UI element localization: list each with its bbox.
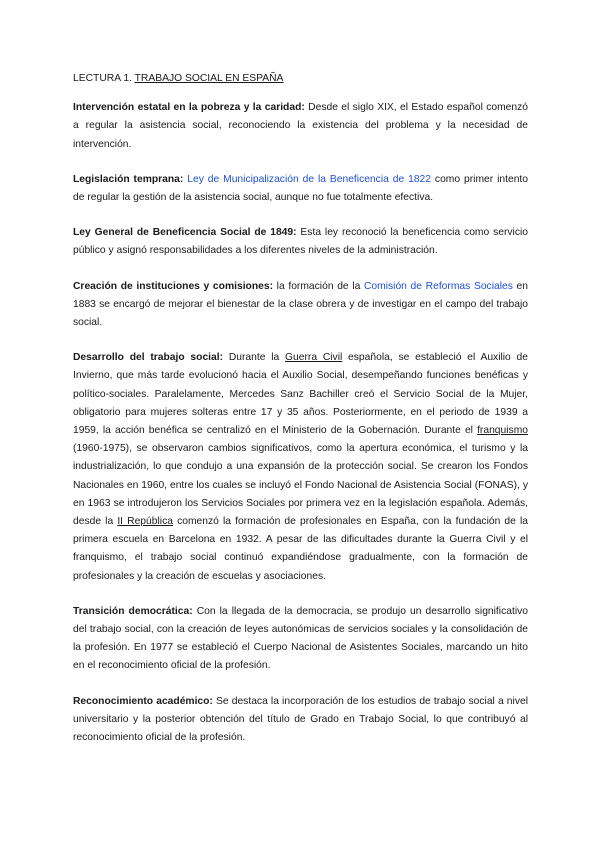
paragraph-transicion-democratica <box>73 603 528 676</box>
paragraph-heading: Desarrollo del trabajo social: <box>73 352 224 364</box>
paragraph-reconocimiento-academico <box>73 693 528 748</box>
paragraph-text: Desde el siglo XIX, el Estado español comenzó a regular la asistencia social, reconociendo la existencia del problema y la necesidad de intervención. <box>73 102 529 150</box>
document-title <box>73 70 528 88</box>
title-prefix: LECTURA 1. <box>73 73 135 84</box>
link-ley-municipalizacion[interactable]: Ley de Municipalización de la Beneficencia de 1822 <box>187 173 432 185</box>
paragraph-text: la formación de la <box>273 280 364 292</box>
paragraph-text: comenzó la formación de profesionales en España, con la fundación de la primera escuela en Barcelona en 1932. A pesar de las dificultades durante la Guerra Civil y el franquismo, el trabajo social continuó expandiéndose gradualmente, con la formación de profesionales y la creación de escuelas y asociaciones. <box>73 516 529 582</box>
link-ii-republica[interactable]: II República <box>117 516 173 528</box>
paragraph-heading: Legislación temprana: <box>73 173 184 185</box>
paragraph-text: Con la llegada de la democracia, se produjo un desarrollo significativo del trabajo social, con la creación de leyes autonómicas de servicios sociales y la consolidación de la profesión. En 1977 se estableció el Cuerpo Nacional de Asistentes Sociales, marcando un hito en el reconocimiento oficial de la profesión. <box>73 605 528 672</box>
paragraph-text: (1960-1975), se observaron cambios significativos, como la apertura económica, el turismo y la industrialización, lo que condujo a una expansión de la protección social. Se crearon los Fondos Nacionales en 1960, entre los cuales se incluyó el Fondo Nacional de Asistencia Social (FONAS), y en 1963 se introdujeron los Servicios Sociales por primera vez en la legislación española. Además, desde la <box>73 443 528 528</box>
link-comision-reformas-sociales[interactable]: Comisión de Reformas Sociales <box>363 280 513 292</box>
paragraph-text: española, se estableció el Auxilio de Invierno, que más tarde evolucionó hacia el Auxilio Social, desempeñando funciones benéficas y político-sociales. Paralelamente, Mercedes Sanz Bachiller creó el Servicio Social de la Mujer, obligatorio para mujeres solteras entre 17 y 35 años. Posteriormente, en el periodo de 1939 a 1959, la acción benéfica se centralizó en el Ministerio de la Gobernación. Durante el <box>73 352 529 437</box>
paragraph-text: como primer intento de regular la gestión de la asistencia social, aunque no fue totalmente efectiva. <box>73 173 529 204</box>
paragraph-text: en 1883 se encargó de mejorar el bienestar de la clase obrera y de investigar en el campo del trabajo social. <box>73 280 528 329</box>
link-guerra-civil[interactable]: Guerra Civil <box>285 352 343 364</box>
paragraph-ley-general-beneficencia <box>73 224 528 260</box>
paragraph-intervencion-estatal <box>73 99 528 154</box>
paragraph-heading: Reconocimiento académico: <box>73 695 213 707</box>
title-main: TRABAJO SOCIAL EN ESPAÑA <box>134 73 284 84</box>
document-page <box>73 70 528 764</box>
paragraph-text: Se destaca la incorporación de los estudios de trabajo social a nivel universitario y la posterior obtención del título de Grado en Trabajo Social, lo que contribuyó al reconocimiento oficial de la profesión. <box>73 695 528 744</box>
paragraph-text: Durante la <box>223 352 286 364</box>
link-franquismo[interactable]: franquismo <box>477 425 528 437</box>
paragraph-text: Esta ley reconoció la beneficencia como servicio público y asignó responsabilidades a los diferentes niveles de la administración. <box>73 227 529 257</box>
paragraph-legislacion-temprana <box>73 171 528 207</box>
paragraph-heading: Creación de instituciones y comisiones: <box>73 280 274 292</box>
paragraph-creacion-instituciones <box>73 278 528 333</box>
paragraph-desarrollo-trabajo-social <box>73 349 528 586</box>
paragraph-heading: Transición democrática: <box>73 605 193 617</box>
paragraph-heading: Ley General de Beneficencia Social de 1849: <box>73 227 297 239</box>
paragraph-heading: Intervención estatal en la pobreza y la caridad: <box>73 102 305 114</box>
